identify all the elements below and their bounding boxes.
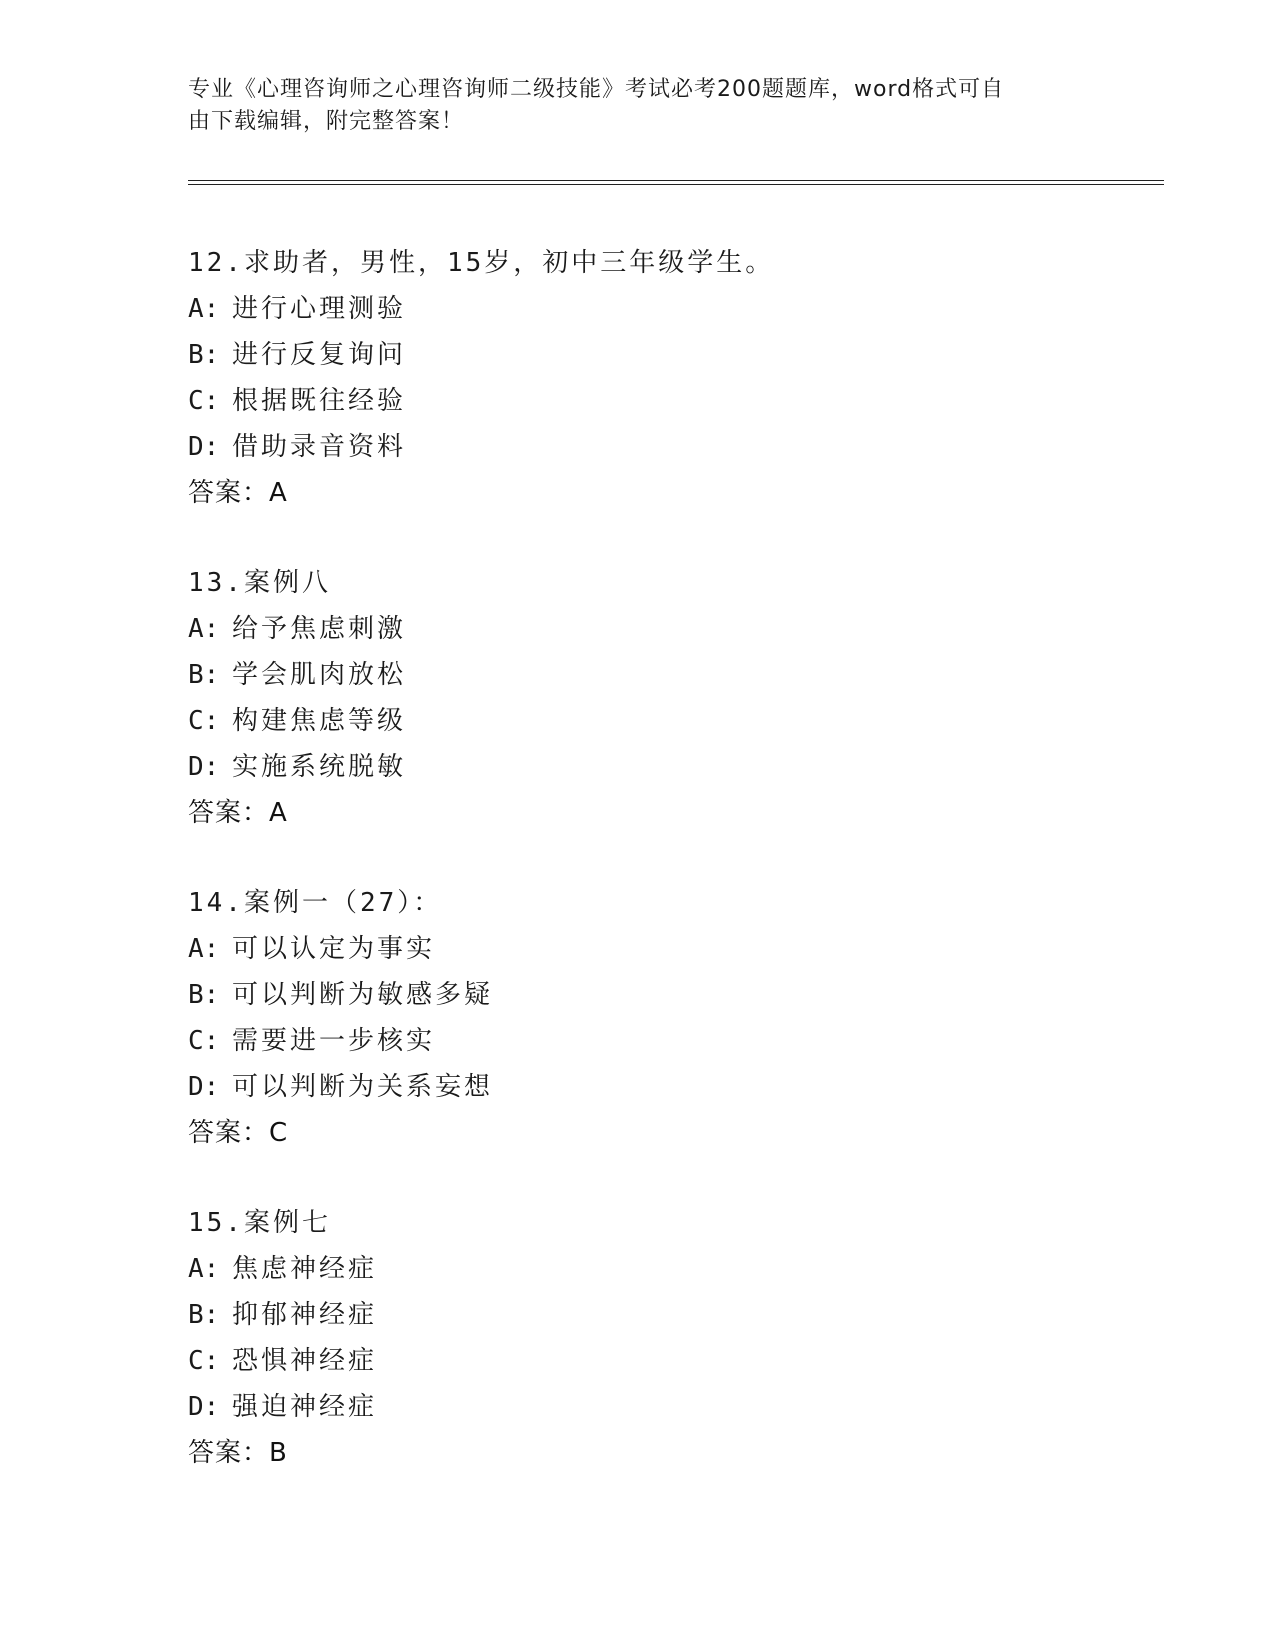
option-key: B:: [188, 1300, 220, 1330]
option-a: [188, 606, 1148, 652]
option-b: [188, 652, 1148, 698]
option-key: D:: [188, 432, 220, 462]
option-d: [188, 744, 1148, 790]
header-divider-top: [188, 180, 1164, 181]
question-14: [188, 880, 1148, 1156]
option-text: 抑郁神经症: [232, 1300, 378, 1330]
option-text: 学会肌肉放松: [232, 660, 407, 690]
option-text: 可以判断为关系妄想: [232, 1072, 494, 1102]
option-text: 强迫神经症: [232, 1392, 378, 1422]
option-key: D:: [188, 752, 220, 782]
option-c: [188, 378, 1148, 424]
option-key: B:: [188, 980, 220, 1010]
question-15: [188, 1200, 1148, 1476]
question-stem: 13.案例八: [188, 568, 331, 598]
option-key: A:: [188, 1254, 220, 1284]
option-key: B:: [188, 340, 220, 370]
option-b: [188, 972, 1148, 1018]
option-key: B:: [188, 660, 220, 690]
question-list: [188, 240, 1148, 1520]
option-key: A:: [188, 934, 220, 964]
option-d: [188, 1384, 1148, 1430]
option-b: [188, 332, 1148, 378]
answer-line: 答案：A: [188, 478, 288, 508]
answer-line: 答案：C: [188, 1118, 289, 1148]
option-text: 焦虑神经症: [232, 1254, 378, 1284]
option-text: 进行反复询问: [232, 340, 407, 370]
question-stem: 12.求助者，男性，15岁，初中三年级学生。: [188, 248, 775, 278]
option-text: 给予焦虑刺激: [232, 614, 407, 644]
question-stem: 14.案例一（27）：: [188, 888, 443, 918]
option-b: [188, 1292, 1148, 1338]
option-key: D:: [188, 1392, 220, 1422]
option-d: [188, 424, 1148, 470]
answer-line: 答案：A: [188, 798, 288, 828]
option-key: A:: [188, 614, 220, 644]
header-divider-bottom: [188, 184, 1164, 185]
option-c: [188, 1018, 1148, 1064]
option-key: D:: [188, 1072, 220, 1102]
question-stem: 15.案例七: [188, 1208, 331, 1238]
option-text: 根据既往经验: [232, 386, 407, 416]
header-line-2: 由下载编辑，附完整答案！: [188, 109, 465, 134]
option-text: 需要进一步核实: [232, 1026, 436, 1056]
option-key: C:: [188, 1346, 220, 1376]
option-d: [188, 1064, 1148, 1110]
option-c: [188, 698, 1148, 744]
document-header: [188, 74, 1078, 138]
option-text: 可以判断为敏感多疑: [232, 980, 494, 1010]
option-key: C:: [188, 386, 220, 416]
question-12: [188, 240, 1148, 516]
option-text: 借助录音资料: [232, 432, 407, 462]
question-13: [188, 560, 1148, 836]
option-text: 可以认定为事实: [232, 934, 436, 964]
option-text: 实施系统脱敏: [232, 752, 407, 782]
option-a: [188, 926, 1148, 972]
header-line-1: 专业《心理咨询师之心理咨询师二级技能》考试必考200题题库，word格式可自: [188, 77, 1005, 102]
option-text: 构建焦虑等级: [232, 706, 407, 736]
option-key: A:: [188, 294, 220, 324]
option-a: [188, 286, 1148, 332]
option-text: 进行心理测验: [232, 294, 407, 324]
option-key: C:: [188, 1026, 220, 1056]
option-key: C:: [188, 706, 220, 736]
option-c: [188, 1338, 1148, 1384]
answer-line: 答案：B: [188, 1438, 288, 1468]
option-text: 恐惧神经症: [232, 1346, 378, 1376]
option-a: [188, 1246, 1148, 1292]
